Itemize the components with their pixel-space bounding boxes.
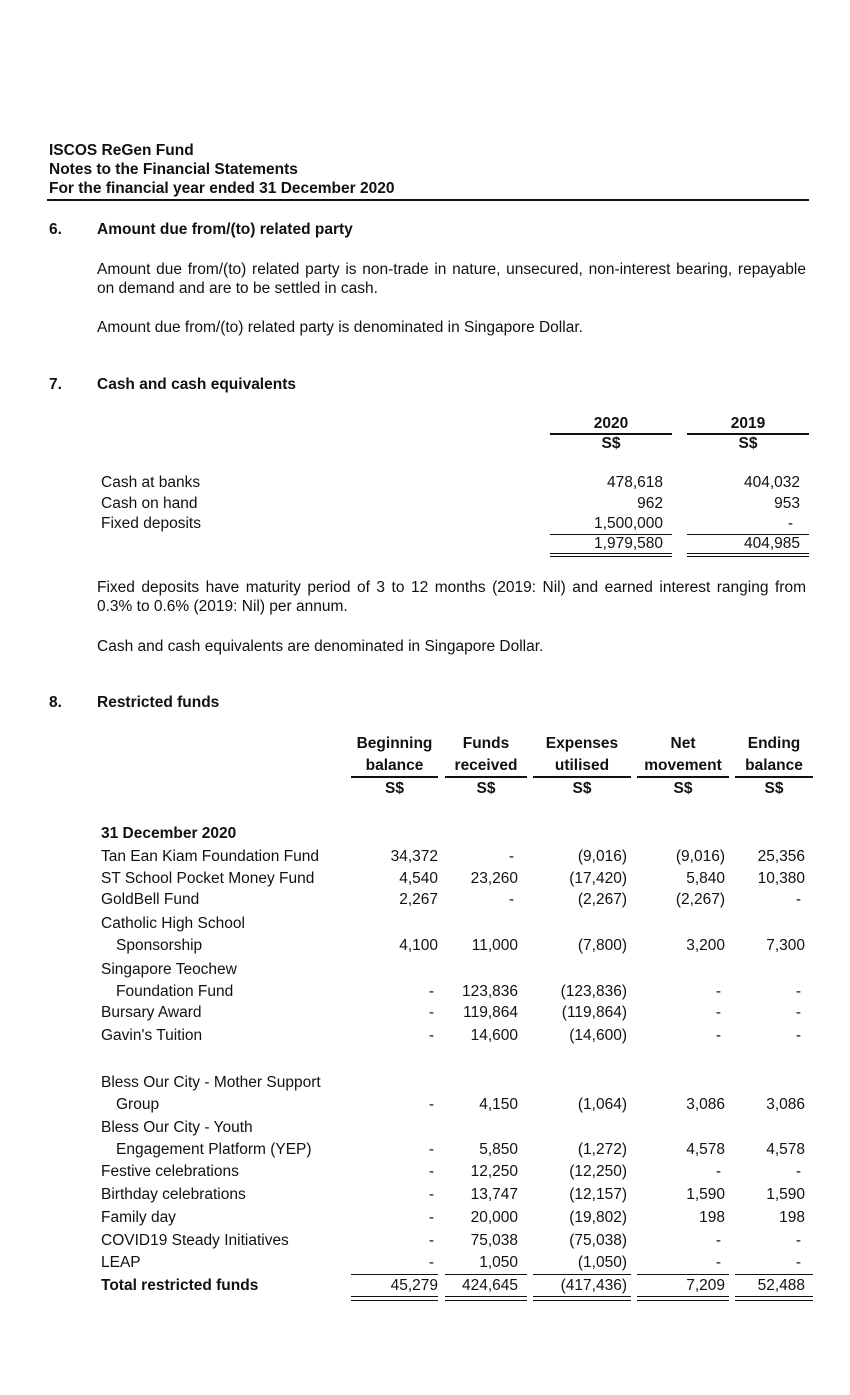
restricted-row-value: - xyxy=(508,848,514,865)
restricted-col-header-line1: Net xyxy=(670,735,696,752)
restricted-row-value: 12,250 xyxy=(470,1163,518,1180)
restricted-subtotal-rule xyxy=(637,1274,729,1275)
restricted-col-currency: S$ xyxy=(572,780,592,797)
note8-title: Restricted funds xyxy=(97,694,220,711)
restricted-row-value: - xyxy=(428,1232,434,1249)
restricted-row-value: (12,250) xyxy=(569,1163,627,1180)
restricted-row-value: 13,747 xyxy=(470,1186,518,1203)
note6-paragraph-2: Amount due from/(to) related party is denominated in Singapore Dollar. xyxy=(97,319,583,336)
note6-number: 6. xyxy=(49,221,62,238)
cash-col-2020-currency: S$ xyxy=(601,435,621,452)
restricted-row-value: 4,150 xyxy=(479,1096,518,1113)
restricted-row-value: 1,590 xyxy=(686,1186,725,1203)
restricted-total-value: 52,488 xyxy=(757,1277,805,1294)
restricted-row-value: - xyxy=(795,983,801,1000)
restricted-row-value: 4,578 xyxy=(766,1141,805,1158)
restricted-row-value: (2,267) xyxy=(675,891,725,908)
cash-row-label: Cash at banks xyxy=(101,474,201,491)
restricted-row-value: (2,267) xyxy=(577,891,627,908)
header-rule xyxy=(47,199,809,201)
cash-row-label: Cash on hand xyxy=(101,495,198,512)
restricted-row-value: 3,086 xyxy=(686,1096,725,1113)
restricted-total-double-rule-b xyxy=(735,1300,813,1301)
restricted-col-header-line2: movement xyxy=(644,757,722,774)
restricted-col-currency: S$ xyxy=(476,780,496,797)
restricted-row-value: 34,372 xyxy=(390,848,438,865)
restricted-total-double-rule-a xyxy=(351,1296,438,1297)
restricted-row-value: - xyxy=(795,1232,801,1249)
cash-total-double-rule-2020-b xyxy=(550,556,672,557)
cash-row-2020: 1,500,000 xyxy=(594,515,663,532)
cash-col-2020-year: 2020 xyxy=(593,415,629,432)
restricted-row-value: - xyxy=(508,891,514,908)
restricted-col-header-line1: Funds xyxy=(462,735,510,752)
restricted-row-label-cont: Foundation Fund xyxy=(116,983,234,1000)
restricted-row-label: ST School Pocket Money Fund xyxy=(101,870,315,887)
restricted-row-value: (17,420) xyxy=(569,870,627,887)
restricted-row-value: - xyxy=(715,1232,721,1249)
restricted-row-value: 25,356 xyxy=(757,848,805,865)
restricted-row-value: - xyxy=(795,891,801,908)
restricted-subtotal-rule xyxy=(735,1274,813,1275)
restricted-row-value: 3,086 xyxy=(766,1096,805,1113)
restricted-row-value: 4,100 xyxy=(399,937,438,954)
restricted-row-value: - xyxy=(795,1163,801,1180)
restricted-row-value: - xyxy=(795,1027,801,1044)
restricted-row-value: (1,272) xyxy=(577,1141,627,1158)
restricted-row-value: 4,540 xyxy=(399,870,438,887)
restricted-total-double-rule-b xyxy=(445,1300,527,1301)
restricted-col-currency: S$ xyxy=(385,780,404,797)
restricted-row-value: - xyxy=(428,1209,434,1226)
restricted-row-value: 20,000 xyxy=(470,1209,518,1226)
restricted-row-value: (12,157) xyxy=(569,1186,627,1203)
restricted-row-value: (9,016) xyxy=(577,848,627,865)
restricted-row-label: Family day xyxy=(101,1209,176,1226)
restricted-row-value: (1,050) xyxy=(577,1254,627,1271)
restricted-total-double-rule-b xyxy=(533,1300,631,1301)
restricted-row-value: 198 xyxy=(779,1209,805,1226)
restricted-row-value: (14,600) xyxy=(569,1027,627,1044)
restricted-row-label: Birthday celebrations xyxy=(101,1186,246,1203)
restricted-subtotal-rule xyxy=(533,1274,631,1275)
restricted-row-value: 75,038 xyxy=(470,1232,518,1249)
note7-number: 7. xyxy=(49,376,62,393)
cash-col-2019-year: 2019 xyxy=(730,415,766,432)
cash-total-double-rule-2019-b xyxy=(687,556,809,557)
cash-total-double-rule-2020-a xyxy=(550,553,672,554)
restricted-subtotal-rule xyxy=(445,1274,527,1275)
cash-total-double-rule-2019-a xyxy=(687,553,809,554)
restricted-row-value: 4,578 xyxy=(686,1141,725,1158)
restricted-row-value: (7,800) xyxy=(577,937,627,954)
restricted-row-value: - xyxy=(428,1004,434,1021)
restricted-row-value: 7,300 xyxy=(766,937,805,954)
restricted-total-double-rule-a xyxy=(735,1296,813,1297)
note7-paragraph-1: Fixed deposits have maturity period of 3 to 12 months (2019: Nil) and earned interest ranging from 0.3% to 0.6% (2019: Nil) per annum. xyxy=(97,579,806,615)
restricted-col-header-line1: Ending xyxy=(747,735,801,752)
restricted-total-value: 424,645 xyxy=(461,1277,518,1294)
restricted-row-value: 119,864 xyxy=(463,1004,518,1021)
cash-total-2020: 1,979,580 xyxy=(594,535,663,552)
document-subtitle: Notes to the Financial Statements xyxy=(49,161,298,178)
restricted-row-label: LEAP xyxy=(101,1254,141,1271)
note6-paragraph-1: Amount due from/(to) related party is non-trade in nature, unsecured, non-interest bearing, repayable on demand and are to be settled in cash. xyxy=(97,261,806,297)
restricted-row-value: 198 xyxy=(699,1209,725,1226)
restricted-subtotal-rule xyxy=(351,1274,438,1275)
restricted-row-value: (1,064) xyxy=(577,1096,627,1113)
document-title: ISCOS ReGen Fund xyxy=(49,142,194,159)
restricted-col-header-line2: balance xyxy=(365,757,424,774)
restricted-row-value: 3,200 xyxy=(686,937,725,954)
restricted-row-value: 5,850 xyxy=(479,1141,518,1158)
restricted-row-value: 23,260 xyxy=(470,870,518,887)
restricted-row-value: - xyxy=(715,983,721,1000)
cash-col-2019-currency: S$ xyxy=(738,435,758,452)
restricted-row-label: COVID19 Steady Initiatives xyxy=(101,1232,289,1249)
document-period: For the financial year ended 31 December 2020 xyxy=(49,180,395,197)
restricted-row-value: 11,000 xyxy=(471,937,518,954)
restricted-row-label: Bless Our City - Youth xyxy=(101,1119,253,1136)
restricted-row-label: Bless Our City - Mother Support xyxy=(101,1074,321,1091)
restricted-total-double-rule-b xyxy=(351,1300,438,1301)
restricted-col-header-line1: Beginning xyxy=(356,735,433,752)
restricted-period-label: 31 December 2020 xyxy=(101,825,237,842)
restricted-col-header-line2: received xyxy=(454,757,518,774)
note7-paragraph-2: Cash and cash equivalents are denominated in Singapore Dollar. xyxy=(97,638,544,655)
restricted-row-value: - xyxy=(715,1027,721,1044)
restricted-row-label: Tan Ean Kiam Foundation Fund xyxy=(101,848,319,865)
restricted-row-value: - xyxy=(428,1254,434,1271)
restricted-total-double-rule-b xyxy=(637,1300,729,1301)
restricted-row-label: Catholic High School xyxy=(101,915,245,932)
restricted-col-header-line2: balance xyxy=(745,757,803,774)
restricted-total-label: Total restricted funds xyxy=(101,1277,259,1294)
restricted-row-value: (123,836) xyxy=(560,983,627,1000)
note8-number: 8. xyxy=(49,694,62,711)
restricted-col-currency: S$ xyxy=(764,780,784,797)
restricted-total-double-rule-a xyxy=(445,1296,527,1297)
restricted-total-double-rule-a xyxy=(533,1296,631,1297)
restricted-row-value: 1,050 xyxy=(479,1254,518,1271)
restricted-col-header-rule xyxy=(637,776,729,778)
restricted-row-label-cont: Sponsorship xyxy=(116,937,203,954)
note6-title: Amount due from/(to) related party xyxy=(97,221,353,238)
cash-row-2020: 962 xyxy=(637,495,663,512)
restricted-row-value: - xyxy=(715,1163,721,1180)
restricted-total-value: (417,436) xyxy=(560,1277,627,1294)
restricted-row-value: (75,038) xyxy=(569,1232,627,1249)
restricted-col-header-line2: utilised xyxy=(554,757,610,774)
restricted-col-header-rule xyxy=(445,776,527,778)
restricted-col-header-rule xyxy=(351,776,438,778)
restricted-col-header-rule xyxy=(735,776,813,778)
restricted-row-label-cont: Group xyxy=(116,1096,160,1113)
restricted-row-label: Singapore Teochew xyxy=(101,961,237,978)
cash-row-2019: - xyxy=(787,515,793,532)
restricted-row-value: (19,802) xyxy=(569,1209,627,1226)
cash-row-2019: 953 xyxy=(774,495,800,512)
restricted-row-value: 14,600 xyxy=(470,1027,518,1044)
restricted-row-label: Gavin's Tuition xyxy=(101,1027,203,1044)
restricted-total-value: 7,209 xyxy=(686,1277,725,1294)
restricted-row-label: Bursary Award xyxy=(101,1004,202,1021)
cash-total-2019: 404,985 xyxy=(743,535,800,552)
restricted-row-value: - xyxy=(795,1254,801,1271)
restricted-row-value: - xyxy=(428,1027,434,1044)
restricted-row-value: - xyxy=(428,1163,434,1180)
restricted-row-value: - xyxy=(428,1186,434,1203)
restricted-row-value: (9,016) xyxy=(675,848,725,865)
restricted-col-currency: S$ xyxy=(673,780,693,797)
restricted-col-header-line1: Expenses xyxy=(545,735,619,752)
restricted-row-value: 2,267 xyxy=(399,891,438,908)
note7-title: Cash and cash equivalents xyxy=(97,376,296,393)
restricted-row-value: - xyxy=(428,983,434,1000)
restricted-row-label: GoldBell Fund xyxy=(101,891,200,908)
restricted-row-value: - xyxy=(715,1004,721,1021)
cash-row-2020: 478,618 xyxy=(606,474,663,491)
restricted-row-value: 123,836 xyxy=(461,983,518,1000)
restricted-total-value: 45,279 xyxy=(390,1277,438,1294)
restricted-row-value: - xyxy=(715,1254,721,1271)
restricted-row-value: - xyxy=(795,1004,801,1021)
cash-row-2019: 404,032 xyxy=(743,474,800,491)
restricted-col-header-rule xyxy=(533,776,631,778)
restricted-row-label-cont: Engagement Platform (YEP) xyxy=(116,1141,312,1158)
restricted-row-value: (119,864) xyxy=(561,1004,627,1021)
restricted-row-value: - xyxy=(428,1096,434,1113)
restricted-row-value: 10,380 xyxy=(757,870,805,887)
restricted-row-value: - xyxy=(428,1141,434,1158)
restricted-total-double-rule-a xyxy=(637,1296,729,1297)
restricted-row-value: 5,840 xyxy=(686,870,725,887)
restricted-row-value: 1,590 xyxy=(766,1186,805,1203)
restricted-row-label: Festive celebrations xyxy=(101,1163,239,1180)
cash-row-label: Fixed deposits xyxy=(101,515,201,532)
